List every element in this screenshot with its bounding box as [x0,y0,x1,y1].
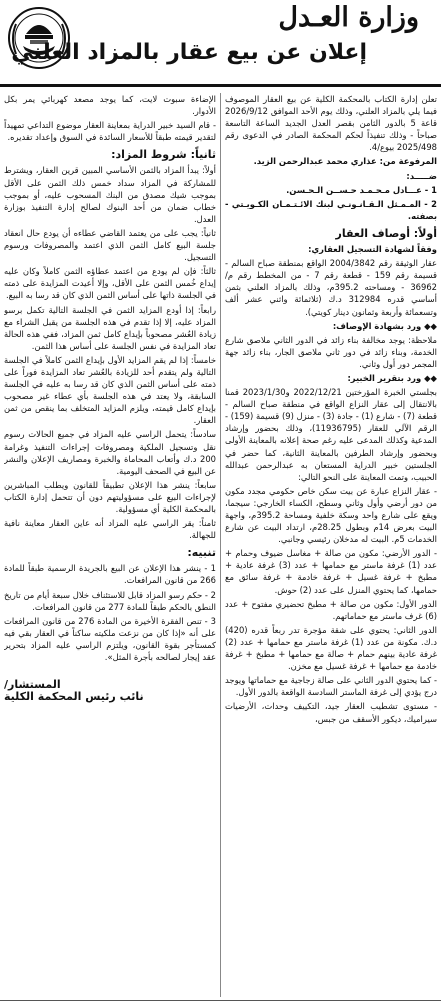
continued-text-2: - قام السيد خبير الدراية بمعاينة العقار موضوع التداعي تمهيداً لتقدير قيمته طبقاً للأسعار السائدة في السوق وإعداد تقديره. [4,120,216,143]
expert-text-5: الدور الثاني: يحتوي على شقة مؤجرة تدر ربعاً قدره (420) د.ك. مكونة من عدد (1) غرفة ماستر مع حمامها + عدد (2) غرفة عادية بينهم حمام + صالة مع حمامها + مطبخ + غرفة خادمة مع حمامها + غرفة غسيل مع مخزن. [225,624,437,672]
ministry-name: وزارة العـدل [278,2,419,33]
expert-text-7: - مستوى تشطيب العقار جيد، التكييف وحدات، الأرضيات سيراميك، ديكور الأسقف من جبس، [225,701,437,724]
registration-text: عقار الوثيقة رقم 2004/3842 الواقع بمنطقة صباح السالم - قسيمة رقم 159 - قطعة رقم 7 - من المخطط رقم م/ 36962 - ومساحته 395.2م، وذلك بالمزاد العلني بثمن أساسي قدره 312984 د.ك (ثلاثمائة واثني عشر ألف وتسعمائة وأربعة وثمانون دينار كويتي). [225,258,437,317]
against-label: ضـــــد: [406,170,437,181]
plaintiff-line: المرفوعة من: عذاري محمد عبدالرحمن الزيد. [253,156,437,167]
section-auction-conditions-title: ثانياً: شروط المزاد: [111,148,216,162]
expert-text-6: - كما يحتوي الدور الثاني على صالة زجاجية مع حماماتها ويوجد درج يؤدي إلى غرفة الماستر السادسة الواقعة بالدور الأول. [225,675,437,698]
defendant-2: 2 - المـمـثل الـقـانـونـي لبنك الائـتـمـان الكـويـتي - بصفته. [225,198,437,221]
bottom-divider [0,1000,441,1001]
expert-text-1: بجلستي الخبرة المؤرختين 2022/12/21 و2023/1/30 قمنا بالانتقال إلى عقار النزاع الواقع في منطقة صباح السالم - قطعة (7) - شارع (1) - جادة (3) - منزل (9) قسيمة (159) - الرقم الآلي للعقار (11936795)، وذلك بحضور وإرشاد المدعية وكذلك المدعى عليه رغم صحة إعلانه بالمعاينة الأولى وبحضور وإرشاد الطرفين بالمعاينة الثانية، كما حضر في الجلستين خبير الدراية المستعان به عبدالرحمن عبدالله الحبيب، وتمت المعاينة على النحو التالي: [225,387,437,482]
survey-label: ◆◆ ورد بشهادة الإوصاف: [332,320,437,331]
note-1: 1 - ينشر هذا الإعلان عن البيع بالجريدة الرسمية طبقاً للمادة 266 من قانون المرافعات. [4,563,216,586]
signature-block [4,679,216,703]
expert-text-4: الدور الأول: مكون من صالة + مطبخ تحضيري مفتوح + عدد (6) غرف ماستر مع حماماتهم. [225,598,437,621]
condition-5: خامساً: إذا لم يقم المزايد الأول بإيداع الثمن كاملاً في الجلسة التالية ولم يتقدم أحد للزيادة بالعُشر تعاد المزايدة فوراً على ذمته على أساس الثمن الذي كان قد رسا به عليه في الجلسة السابقة، ولا يعتد في هذه الجلسة بأي عطاء غير مصحوب بإيداع كامل قيمته، ويلزم المزايد المتخلف بما ينقص من ثمن العقار. [4,354,216,426]
signature-title: المستشار/ [4,678,61,692]
note-3: 3 - تنص الفقرة الأخيرة من المادة 276 من قانون المرافعات على أنه «إذا كان من نزعت ملكيته ساكناً في العقار بقي فيه كمستأجر بقوة القانون، ويلتزم الراسي عليه المزاد بتحرير عقد إيجار لصالحه بأجرة المثل». [4,615,216,663]
condition-7: سابعاً: ينشر هذا الإعلان تطبيقاً للقانون ويطلب المباشرين لإجراءات البيع على مسؤوليتهم دون أن تتحمل إدارة الكتاب بالمحكمة الكلية أي مسؤولية. [4,479,216,514]
condition-8: ثامناً: يقر الراسي عليه المزاد أنه عاين العقار معاينة نافية للجهالة. [4,518,216,541]
note-2: 2 - حكم رسو المزاد قابل للاستئناف خلال سبعة أيام من تاريخ النطق بالحكم طبقاً للمادة 277 من قانون المرافعات. [4,589,216,612]
section-property-description-title: أولاً: أوصاف العقار [335,226,437,240]
condition-1: أولاً: يبدأ المزاد بالثمن الأساسي المبين قرين العقار، ويشترط للمشاركة في المزاد سداد خمس ذلك الثمن على الأقل بموجب شيك مصدق من البنك المسحوب عليه، أو بموجب خطاب ضمان من أحد البنوك لصالح إدارة التنفيذ بوزارة العدل. [4,165,216,224]
condition-4: رابعاً: إذا أودع المزايد الثمن في الجلسة التالية تكمل برسو المزاد عليه، إلا إذا تقدم في هذه الجلسة من يقبل الشراء مع زيادة العُشر مصحوباً بإيداع كامل ثمن المزاد، ففي هذه الحالة تعاد المزايدة في نفس الجلسة على أساس هذا الثمن. [4,304,216,351]
survey-text: ملاحظة: يوجد مخالفة بناء زائد في الدور الثاني ملاصق شارع الخدمة، وبناء زائد في دور ثاني ملاصق الجار، بناء زائد جهة المجمر دور أول وثاني. [225,334,437,369]
condition-2: ثانياً: يجب على من يعتمد القاضي عطاءه أن يودع حال انعقاد جلسة البيع كامل الثمن الذي اعتمد والمصروفات ورسوم التسجيل. [4,227,216,263]
header-divider [0,84,441,87]
expert-text-2: - عقار النزاع عبارة عن بيت سكن خاص حكومي مجدد مكون من دور أرضي وأول وثاني وسطح، الكساء الخارجي: سيجما، ويقع على شارع واحد وسكة خلفية ومساحة 395.2م، واجهة البيت بعرض 14م وبطول 28.25م، ارتداد البيت عن شارع الخدمات 5م. البيت له مدخلان رئيسي وجانبي. [225,485,437,545]
column-divider [220,93,221,997]
announcement-title: إعلان عن بيع عقار بالمزاد العلني [11,40,367,65]
continued-text-1: الإضاءة سبوت لايت، كما يوجد مصعد كهربائي يمر بكل الأدوار. [4,94,216,117]
notes-title: تنبيه: [187,546,216,560]
expert-text-3: - الدور الأرضي: مكون من صالة + مغاسل ضيوف وحمام + عدد (1) غرفة ماستر مع حمامها + عدد (3) غرفة عادية + مطبخ + غرفة غسيل + غرفة خادمة + غرفة سائق مع حمامها، كما يحتوي المنزل على عدد (2) حوش. [225,548,437,595]
registration-subtitle: وفقاً لشهادة التسجيل العقاري: [308,244,437,255]
expert-label: ◆◆ ورد بتقرير الخبير: [347,372,437,383]
signature-role: نائب رئيس المحكمة الكلية [4,690,144,704]
left-column [4,93,216,997]
announcement-header [0,0,441,86]
condition-6: سادساً: يتحمل الراسي عليه المزاد في جميع الحالات رسوم نقل وتسجيل الملكية ومصروفات إجراءات التنفيذ وغرامة 200 د.ك وأتعاب المحاماة والخبرة ومصاريف الإعلان والنشر عن البيع في الصحف اليومية. [4,429,216,476]
defendant-1: 1 - عـــادل مـحـمـد حـســن الـحـسن. [286,184,437,195]
condition-3: ثالثاً: فإن لم يودع من اعتمد عطاؤه الثمن كاملاً وكان عليه إيداع خُمس الثمن على الأقل، وإلا أعيدت المزايدة على ذمته في الجلسة ذاتها على أساس الثمن الذي كان قد رسا به البيع. [4,266,216,301]
right-column [225,93,437,997]
intro-paragraph: تعلن إدارة الكتاب بالمحكمة الكلية عن بيع العقار الموصوف فيما يلي بالمزاد العلني، وذلك يوم الأحد الموافق 2026/9/12 قاعة 5 بالدور الثامن بقصر العدل الجديد الساعة التاسعة صباحاً - وذلك تنفيذاً لحكم المحكمة الصادر في الدعوى رقم 2025/498 بيوع/4. [225,94,437,153]
